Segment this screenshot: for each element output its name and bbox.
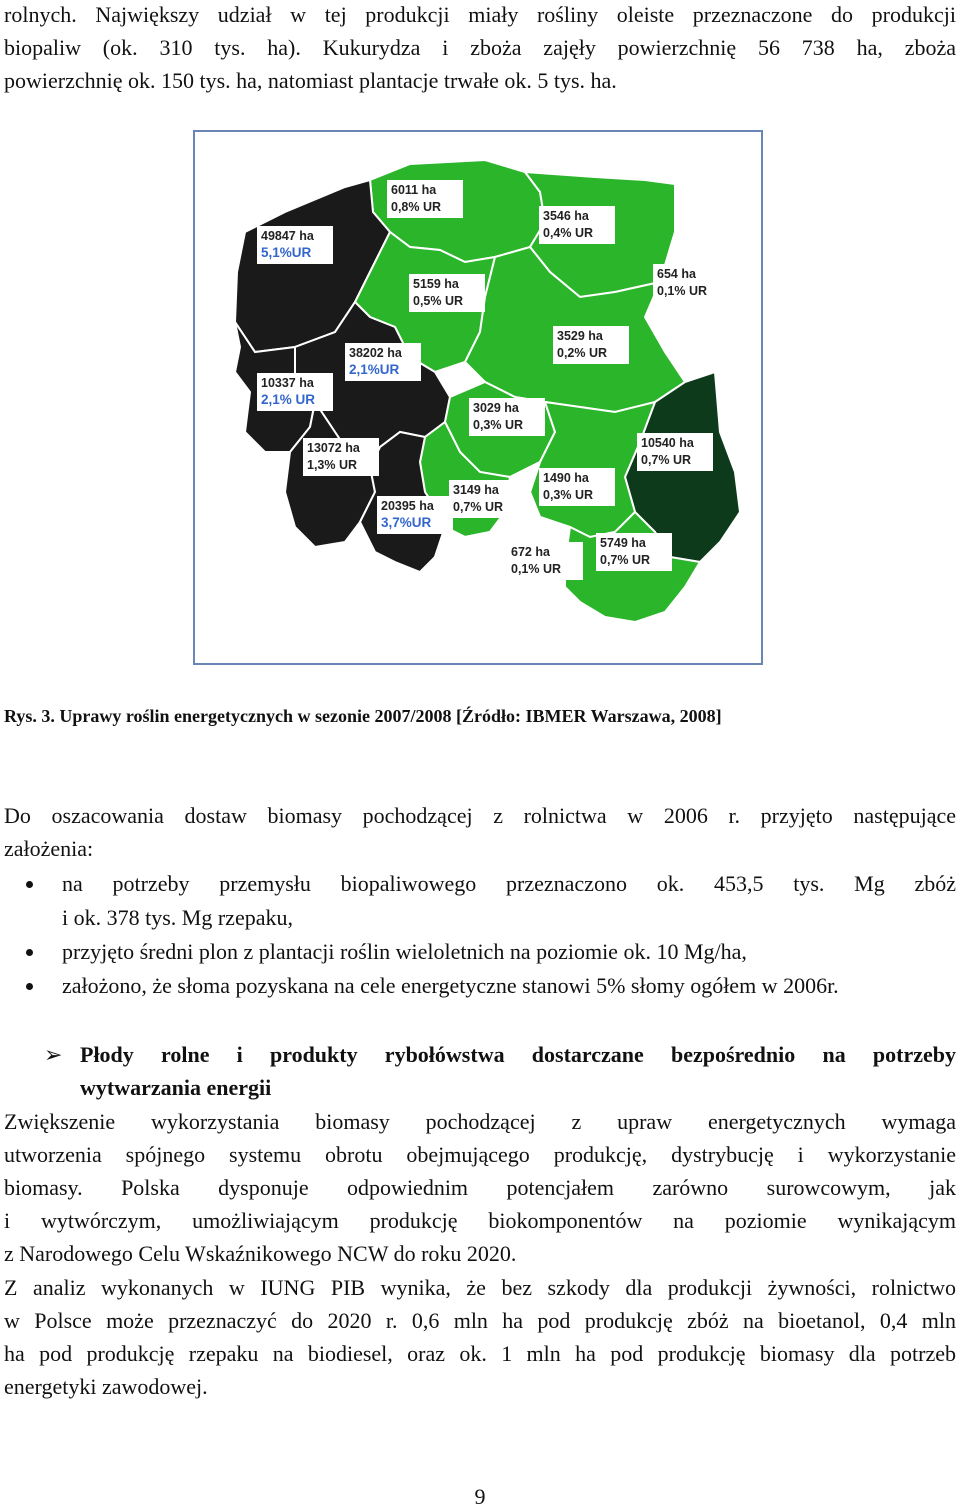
region-share-label: 3,7%UR [381,515,432,530]
arrow-bullet-icon: ➢ [44,1042,63,1067]
body-line: ha pod produkcję rzepaku na biodiesel, oraz ok. 1 mln ha pod produkcję biomasy dla potrzeb [4,1341,956,1366]
body-line: biomasy. Polska dysponuje odpowiednim potencjałem zarówno surowcowym, jak [4,1175,956,1200]
poland-voivodeship-map [195,132,761,663]
list-item [0,935,960,969]
region-area-label: 672 ha [511,545,550,559]
region-area-label: 5749 ha [600,536,646,550]
region-area-label: 3529 ha [557,329,603,343]
region-share-label: 0,3% UR [543,488,594,502]
list-item-text: na potrzeby przemysłu biopaliwowego przeznaczono ok. 453,5 tys. Mg zbóż [62,871,956,896]
region-share-label: 1,3% UR [307,458,358,472]
heading-line: wytwarzania energii [80,1075,272,1100]
list-item [0,867,960,935]
body-line: Z analiz wykonanych w IUNG PIB wynika, że bez szkody dla produkcji żywności, rolnictwo [4,1275,956,1300]
region-share-label: 0,8% UR [391,200,442,214]
figure-caption: Rys. 3. Uprawy roślin energetycznych w sezonie 2007/2008 [Źródło: IBMER Warszawa, 2008] [4,706,722,726]
bullet-icon [26,881,33,888]
region-share-label: 0,1% UR [511,562,562,576]
region-area-label: 654 ha [657,267,696,281]
list-item-text: i ok. 378 tys. Mg rzepaku, [62,905,293,930]
intro-line: biopaliw (ok. 310 tys. ha). Kukurydza i zboża zajęły powierzchnię 56 738 ha, zboża [4,35,956,60]
region-area-label: 20395 ha [381,499,434,513]
body-line: z Narodowego Celu Wskaźnikowego NCW do roku 2020. [4,1241,517,1266]
body-paragraph-2 [4,1271,956,1403]
assumptions-line: Do oszacowania dostaw biomasy pochodzącej z rolnictwa w 2006 r. przyjęto następujące [4,803,956,828]
body-line: i wytwórczym, umożliwiającym produkcję biokomponentów na poziomie wynikającym [4,1208,956,1233]
region-area-label: 10540 ha [641,436,694,450]
region-area-label: 3029 ha [473,401,519,415]
region-share-label: 0,7% UR [641,453,692,467]
intro-paragraph [4,0,956,97]
region-area-label: 5159 ha [413,277,459,291]
assumptions-line: założenia: [4,836,94,861]
region-share-label: 0,5% UR [413,294,464,308]
region-area-label: 1490 ha [543,471,589,485]
intro-line: powierzchnię ok. 150 tys. ha, natomiast plantacje trwałe ok. 5 tys. ha. [4,68,617,93]
region-area-label: 6011 ha [391,183,437,197]
region-area-label: 49847 ha [261,229,314,243]
region-area-label: 10337 ha [261,376,314,390]
list-item-text: założono, że słoma pozyskana na cele energetyczne stanowi 5% słomy ogółem w 2006r. [62,973,839,998]
intro-line: rolnych. Największy udział w tej produkcji miały rośliny oleiste przeznaczone do produkcji [4,2,956,27]
heading-line: Płody rolne i produkty rybołówstwa dostarczane bezpośrednio na potrzeby [80,1042,956,1067]
list-item-text: przyjęto średni plon z plantacji roślin wieloletnich na poziomie ok. 10 Mg/ha, [62,939,747,964]
region-share-label: 0,3% UR [473,418,524,432]
region-area-label: 3149 ha [453,483,499,497]
region-share-label: 2,1% UR [261,392,316,407]
region-share-label: 0,2% UR [557,346,608,360]
region-share-label: 0,7% UR [453,500,504,514]
assumptions-list [0,867,960,1003]
bullet-icon [26,949,33,956]
body-paragraph-1 [4,1105,956,1270]
energy-crops-map [193,130,763,665]
region-share-label: 0,1% UR [657,284,708,298]
page-number: 9 [474,1484,486,1509]
assumptions-paragraph [4,799,956,865]
body-line: w Polsce może przeznaczyć do 2020 r. 0,6 mln ha pod produkcję zbóż na bioetanol, 0,4 mln [4,1308,956,1333]
body-line: energetyki zawodowej. [4,1374,208,1399]
region-area-label: 38202 ha [349,346,402,360]
list-item [0,969,960,1003]
region-share-label: 0,7% UR [600,553,651,567]
bullet-icon [26,983,33,990]
region-share-label: 0,4% UR [543,226,594,240]
region-share-label: 5,1%UR [261,245,312,260]
region-area-label: 3546 ha [543,209,589,223]
body-line: Zwiększenie wykorzystania biomasy pochodzącej z upraw energetycznych wymaga [4,1109,956,1134]
body-line: utworzenia spójnego systemu obrotu obejmującego produkcję, dystrybucję i wykorzystanie [4,1142,956,1167]
region-share-label: 2,1%UR [349,362,400,377]
region-area-label: 13072 ha [307,441,360,455]
